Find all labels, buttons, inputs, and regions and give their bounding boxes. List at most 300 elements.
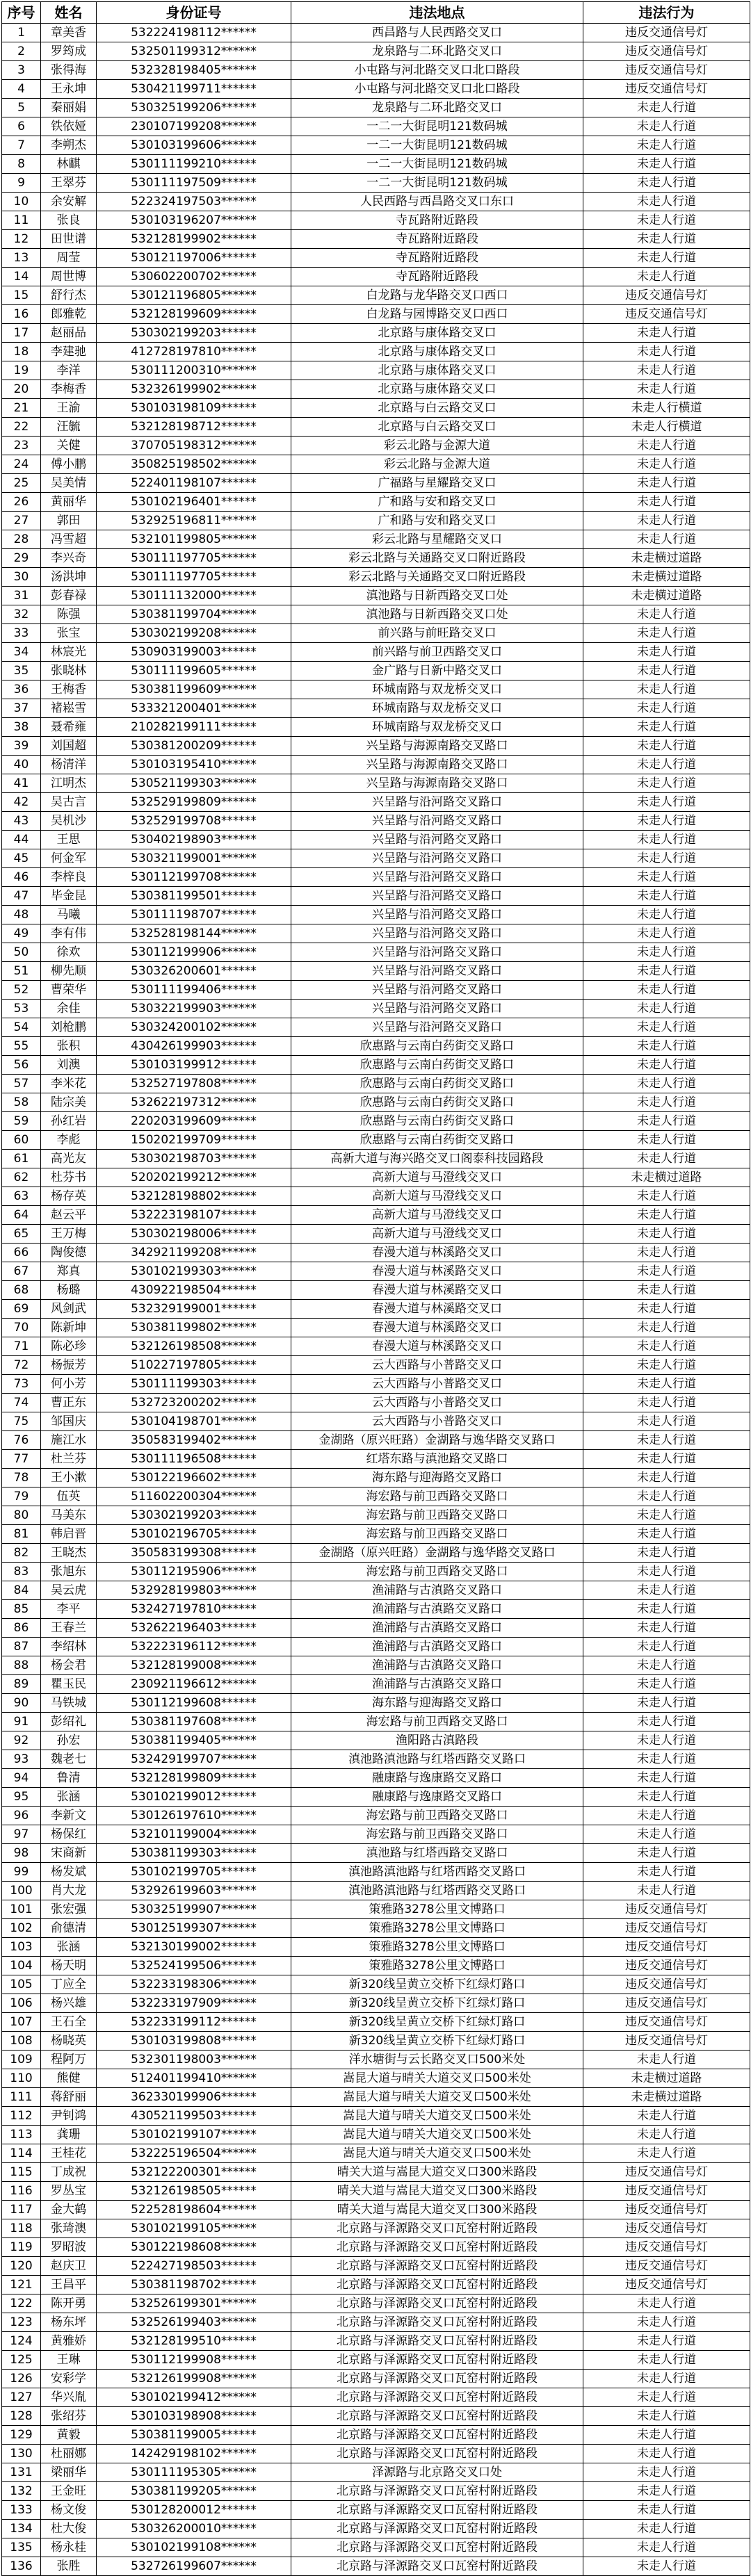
cell-location: 海宏路与前卫西路交叉路口 [291, 1525, 583, 1544]
cell-id-number: 530122196602****** [97, 1469, 291, 1487]
cell-seq: 68 [2, 1281, 41, 1300]
table-row [2, 2332, 750, 2351]
cell-seq: 23 [2, 437, 41, 455]
cell-id-number: 530324200102****** [97, 1018, 291, 1037]
table-row [2, 1694, 750, 1713]
cell-name: 宋商新 [41, 1844, 97, 1863]
cell-violation: 违反交通信号灯 [583, 1900, 750, 1919]
cell-name: 李洋 [41, 361, 97, 380]
cell-id-number: 522324197503****** [97, 193, 291, 211]
header-violation: 违法行为 [583, 2, 750, 24]
cell-location: 北京路与泽源路交叉口瓦窑村附近路段 [291, 2370, 583, 2388]
table-row [2, 2463, 750, 2482]
cell-id-number: 532529199809****** [97, 793, 291, 812]
cell-name: 李建驰 [41, 343, 97, 361]
cell-name: 冯雪超 [41, 530, 97, 549]
table-row [2, 1638, 750, 1656]
cell-id-number: 530112199908****** [97, 2351, 291, 2370]
cell-seq: 42 [2, 793, 41, 812]
cell-name: 张宏强 [41, 1900, 97, 1919]
cell-name: 陈新坤 [41, 1319, 97, 1337]
cell-name: 尹钊鸿 [41, 2107, 97, 2126]
table-row [2, 2388, 750, 2407]
cell-violation: 未走人行道 [583, 906, 750, 924]
table-row [2, 2088, 750, 2107]
cell-id-number: 530326200010****** [97, 2520, 291, 2538]
cell-id-number: 532427197810****** [97, 1600, 291, 1619]
cell-id-number: 532726199607****** [97, 2557, 291, 2576]
cell-location: 广和路与安和路交叉口 [291, 493, 583, 512]
cell-violation: 未走人行道 [583, 774, 750, 793]
cell-violation: 违反交通信号灯 [583, 2219, 750, 2238]
cell-seq: 66 [2, 1244, 41, 1262]
cell-violation: 未走人行道 [583, 1619, 750, 1638]
cell-location: 北京路与泽源路交叉口瓦窑村附近路段 [291, 2520, 583, 2538]
cell-violation: 未走人行道 [583, 887, 750, 906]
violation-table [1, 1, 750, 2576]
cell-violation: 未走人行道 [583, 1018, 750, 1037]
cell-violation: 未走人行道 [583, 1675, 750, 1694]
cell-name: 聂希雍 [41, 718, 97, 737]
cell-name: 罗丛宝 [41, 2182, 97, 2201]
cell-location: 前兴路与前旺路交叉口 [291, 624, 583, 643]
cell-location: 兴呈路与沿河路交叉路口 [291, 831, 583, 849]
cell-id-number: 430426199903****** [97, 1037, 291, 1056]
cell-name: 杜大俊 [41, 2520, 97, 2538]
cell-name: 郑真 [41, 1262, 97, 1281]
cell-name: 马曦 [41, 906, 97, 924]
cell-name: 杜丽娜 [41, 2445, 97, 2463]
cell-name: 林宸光 [41, 643, 97, 662]
cell-id-number: 532128199809****** [97, 1769, 291, 1788]
cell-id-number: 532233199112****** [97, 2013, 291, 2032]
cell-violation: 未走人行道 [583, 2445, 750, 2463]
cell-location: 前兴路与前卫西路交叉口 [291, 643, 583, 662]
cell-violation: 违反交通信号灯 [583, 2238, 750, 2257]
table-row [2, 174, 750, 193]
table-row [2, 80, 750, 99]
cell-violation: 未走人行道 [583, 1788, 750, 1807]
cell-location: 金湖路（原兴旺路）金湖路与逸华路交叉路口 [291, 1431, 583, 1450]
cell-id-number: 530102199412****** [97, 2388, 291, 2407]
cell-id-number: 530125199307****** [97, 1919, 291, 1938]
table-row [2, 230, 750, 249]
cell-violation: 未走人行道 [583, 1656, 750, 1675]
cell-seq: 26 [2, 493, 41, 512]
table-row [2, 1506, 750, 1525]
cell-seq: 98 [2, 1844, 41, 1863]
table-row [2, 737, 750, 756]
cell-seq: 6 [2, 117, 41, 136]
cell-name: 杨永桂 [41, 2538, 97, 2557]
cell-name: 罗昭波 [41, 2238, 97, 2257]
cell-location: 新320线呈黄立交桥下红绿灯路口 [291, 1975, 583, 1994]
cell-location: 滇池路与日新西路交叉口处 [291, 605, 583, 624]
table-row [2, 530, 750, 549]
cell-location: 高新大道与海兴路交叉口阁泰科技园路段 [291, 1150, 583, 1168]
cell-location: 小屯路与河北路交叉口北口路段 [291, 80, 583, 99]
cell-seq: 1 [2, 24, 41, 42]
cell-seq: 69 [2, 1300, 41, 1319]
cell-name: 陈开勇 [41, 2294, 97, 2313]
cell-location: 北京路与泽源路交叉口瓦窑村附近路段 [291, 2332, 583, 2351]
cell-name: 张宝 [41, 624, 97, 643]
cell-location: 北京路与泽源路交叉口瓦窑村附近路段 [291, 2276, 583, 2294]
cell-violation: 未走人行道 [583, 962, 750, 981]
cell-seq: 2 [2, 42, 41, 61]
cell-seq: 31 [2, 587, 41, 605]
table-row [2, 699, 750, 718]
cell-violation: 未走人行道 [583, 136, 750, 155]
cell-violation: 未走人行道 [583, 1225, 750, 1244]
table-row [2, 1075, 750, 1093]
cell-id-number: 532223196112****** [97, 1638, 291, 1656]
cell-id-number: 530402198903****** [97, 831, 291, 849]
cell-id-number: 530381199005****** [97, 2426, 291, 2445]
cell-name: 杨振芳 [41, 1356, 97, 1375]
cell-name: 杨文俊 [41, 2501, 97, 2520]
cell-id-number: 530122198608****** [97, 2238, 291, 2257]
cell-name: 李梅香 [41, 380, 97, 399]
cell-name: 孙宏 [41, 1731, 97, 1750]
cell-id-number: 530103199808****** [97, 2032, 291, 2051]
header-row [2, 2, 750, 24]
cell-location: 春漫大道与林溪路交叉口 [291, 1337, 583, 1356]
cell-violation: 未走人行道 [583, 1244, 750, 1262]
cell-id-number: 142429198102****** [97, 2445, 291, 2463]
cell-violation: 未走人行道 [583, 1581, 750, 1600]
cell-id-number: 350583199308****** [97, 1544, 291, 1563]
cell-seq: 8 [2, 155, 41, 174]
cell-seq: 121 [2, 2276, 41, 2294]
cell-name: 肖大龙 [41, 1882, 97, 1900]
cell-violation: 未走人行道 [583, 268, 750, 286]
cell-name: 张晓林 [41, 662, 97, 680]
cell-seq: 3 [2, 61, 41, 80]
cell-seq: 104 [2, 1957, 41, 1975]
cell-id-number: 530102199303****** [97, 1262, 291, 1281]
cell-violation: 违反交通信号灯 [583, 2257, 750, 2276]
table-row [2, 343, 750, 361]
cell-seq: 21 [2, 399, 41, 418]
cell-id-number: 530102196705****** [97, 1525, 291, 1544]
cell-seq: 56 [2, 1056, 41, 1075]
cell-violation: 未走人行道 [583, 737, 750, 756]
cell-seq: 36 [2, 680, 41, 699]
cell-violation: 未走人行道 [583, 2482, 750, 2501]
cell-violation: 未走人行道 [583, 1375, 750, 1394]
cell-seq: 12 [2, 230, 41, 249]
cell-name: 梁丽华 [41, 2463, 97, 2482]
cell-name: 李新文 [41, 1807, 97, 1825]
cell-name: 丁成祝 [41, 2163, 97, 2182]
cell-location: 新320线呈黄立交桥下红绿灯路口 [291, 1994, 583, 2013]
table-row [2, 1675, 750, 1694]
cell-location: 西昌路与人民西路交叉口 [291, 24, 583, 42]
cell-violation: 未走横过道路 [583, 549, 750, 568]
cell-id-number: 532233198306****** [97, 1975, 291, 1994]
cell-violation: 未走人行道 [583, 1000, 750, 1018]
cell-name: 刘国超 [41, 737, 97, 756]
table-row [2, 1000, 750, 1018]
cell-location: 北京路与泽源路交叉口瓦窑村附近路段 [291, 2445, 583, 2463]
cell-seq: 91 [2, 1713, 41, 1731]
cell-seq: 30 [2, 568, 41, 587]
cell-id-number: 530102199108****** [97, 2538, 291, 2557]
table-row [2, 1187, 750, 1206]
table-row [2, 2032, 750, 2051]
cell-seq: 83 [2, 1563, 41, 1581]
cell-id-number: 530102199107****** [97, 2126, 291, 2144]
cell-id-number: 530111195305****** [97, 2463, 291, 2482]
table-row [2, 1656, 750, 1675]
cell-location: 兴呈路与沿河路交叉路口 [291, 1018, 583, 1037]
cell-name: 伍英 [41, 1487, 97, 1506]
cell-violation: 未走人行道 [583, 1431, 750, 1450]
cell-violation: 未走人行道 [583, 1093, 750, 1112]
cell-location: 彩云北路与星耀路交叉口 [291, 530, 583, 549]
cell-seq: 57 [2, 1075, 41, 1093]
cell-violation: 未走人行道 [583, 1206, 750, 1225]
cell-location: 滇池路滇池路与红塔西路交叉路口 [291, 1863, 583, 1882]
cell-name: 马铁城 [41, 1694, 97, 1713]
cell-id-number: 532101199004****** [97, 1825, 291, 1844]
cell-violation: 未走人行道 [583, 849, 750, 868]
cell-id-number: 530381199205****** [97, 2482, 291, 2501]
cell-seq: 106 [2, 1994, 41, 2013]
cell-id-number: 530112199708****** [97, 868, 291, 887]
cell-violation: 未走人行横道 [583, 418, 750, 437]
cell-location: 融康路与逸康路交叉路口 [291, 1788, 583, 1807]
cell-seq: 93 [2, 1750, 41, 1769]
table-body [2, 24, 750, 2576]
cell-seq: 73 [2, 1375, 41, 1394]
table-row [2, 1337, 750, 1356]
cell-seq: 92 [2, 1731, 41, 1750]
cell-location: 欣惠路与云南白药街交叉路口 [291, 1075, 583, 1093]
cell-location: 兴呈路与沿河路交叉路口 [291, 924, 583, 943]
cell-id-number: 530111200310****** [97, 361, 291, 380]
cell-id-number: 530102199012****** [97, 1788, 291, 1807]
cell-violation: 未走人行道 [583, 1600, 750, 1619]
cell-name: 杨兴雄 [41, 1994, 97, 2013]
cell-seq: 35 [2, 662, 41, 680]
cell-violation: 未走人行道 [583, 2426, 750, 2445]
cell-name: 周世博 [41, 268, 97, 286]
cell-id-number: 430521199503****** [97, 2107, 291, 2126]
table-row [2, 1150, 750, 1168]
cell-id-number: 532225196504****** [97, 2144, 291, 2163]
cell-violation: 违反交通信号灯 [583, 2163, 750, 2182]
cell-name: 罗筠成 [41, 42, 97, 61]
cell-location: 渔浦路与古滇路交叉路口 [291, 1581, 583, 1600]
cell-violation: 未走人行道 [583, 1394, 750, 1412]
cell-name: 李绍林 [41, 1638, 97, 1656]
cell-violation: 未走人行道 [583, 662, 750, 680]
cell-name: 吴云虎 [41, 1581, 97, 1600]
cell-violation: 未走横过道路 [583, 1168, 750, 1187]
cell-id-number: 532128199510****** [97, 2332, 291, 2351]
cell-id-number: 532529199708****** [97, 812, 291, 831]
cell-id-number: 532328198405****** [97, 61, 291, 80]
table-row [2, 962, 750, 981]
cell-violation: 未走人行道 [583, 343, 750, 361]
cell-location: 一二一大街昆明121数码城 [291, 136, 583, 155]
table-row [2, 99, 750, 117]
cell-violation: 未走人行道 [583, 924, 750, 943]
cell-seq: 33 [2, 624, 41, 643]
table-row [2, 831, 750, 849]
cell-location: 兴呈路与沿河路交叉路口 [291, 868, 583, 887]
cell-name: 舒行杰 [41, 286, 97, 305]
table-row [2, 2163, 750, 2182]
cell-name: 杨发斌 [41, 1863, 97, 1882]
cell-seq: 44 [2, 831, 41, 849]
cell-seq: 47 [2, 887, 41, 906]
cell-name: 蒋舒丽 [41, 2088, 97, 2107]
cell-seq: 132 [2, 2482, 41, 2501]
cell-location: 春漫大道与林溪路交叉口 [291, 1319, 583, 1337]
table-row [2, 1825, 750, 1844]
header-seq: 序号 [2, 2, 41, 24]
cell-seq: 78 [2, 1469, 41, 1487]
cell-seq: 32 [2, 605, 41, 624]
table-row [2, 2051, 750, 2069]
cell-id-number: 532429199707****** [97, 1750, 291, 1769]
cell-seq: 110 [2, 2069, 41, 2088]
cell-seq: 74 [2, 1394, 41, 1412]
cell-violation: 未走人行道 [583, 2144, 750, 2163]
cell-name: 杜芬书 [41, 1168, 97, 1187]
table-row [2, 1319, 750, 1337]
cell-id-number: 530102199705****** [97, 1863, 291, 1882]
table-row [2, 1262, 750, 1281]
cell-id-number: 532126198508****** [97, 1337, 291, 1356]
table-row [2, 324, 750, 343]
cell-id-number: 522401198107****** [97, 474, 291, 493]
cell-id-number: 350583199402****** [97, 1431, 291, 1450]
cell-location: 环城南路与双龙桥交叉口 [291, 680, 583, 699]
cell-id-number: 530111198707****** [97, 906, 291, 924]
table-row [2, 662, 750, 680]
header-name: 姓名 [41, 2, 97, 24]
cell-location: 金湖路（原兴旺路）金湖路与逸华路交叉路口 [291, 1544, 583, 1563]
cell-id-number: 532926199603****** [97, 1882, 291, 1900]
cell-seq: 41 [2, 774, 41, 793]
cell-location: 北京路与泽源路交叉口瓦窑村附近路段 [291, 2351, 583, 2370]
cell-seq: 10 [2, 193, 41, 211]
cell-location: 北京路与泽源路交叉口瓦窑村附近路段 [291, 2538, 583, 2557]
cell-name: 李米花 [41, 1075, 97, 1093]
cell-location: 欣惠路与云南白药街交叉路口 [291, 1037, 583, 1056]
cell-violation: 未走人行道 [583, 1187, 750, 1206]
table-row [2, 2219, 750, 2238]
cell-location: 兴呈路与沿河路交叉路口 [291, 812, 583, 831]
cell-violation: 未走人行道 [583, 493, 750, 512]
table-row [2, 2370, 750, 2388]
cell-id-number: 210282199111****** [97, 718, 291, 737]
cell-id-number: 530121196805****** [97, 286, 291, 305]
cell-name: 彭春禄 [41, 587, 97, 605]
cell-id-number: 520202199212****** [97, 1168, 291, 1187]
cell-violation: 违反交通信号灯 [583, 2182, 750, 2201]
cell-seq: 72 [2, 1356, 41, 1375]
table-row [2, 2407, 750, 2426]
cell-violation: 违反交通信号灯 [583, 80, 750, 99]
cell-name: 王石全 [41, 2013, 97, 2032]
cell-name: 王梅香 [41, 680, 97, 699]
cell-violation: 未走人行道 [583, 2538, 750, 2557]
cell-id-number: 532233197909****** [97, 1994, 291, 2013]
cell-name: 程阿万 [41, 2051, 97, 2069]
cell-violation: 未走人行道 [583, 1300, 750, 1319]
table-row [2, 1600, 750, 1619]
cell-id-number: 530111199303****** [97, 1375, 291, 1394]
cell-seq: 27 [2, 512, 41, 530]
cell-seq: 46 [2, 868, 41, 887]
cell-name: 曹正东 [41, 1394, 97, 1412]
cell-id-number: 350825198502****** [97, 455, 291, 474]
cell-seq: 105 [2, 1975, 41, 1994]
cell-violation: 未走人行道 [583, 812, 750, 831]
cell-name: 杨晓英 [41, 2032, 97, 2051]
cell-location: 滇池路与日新西路交叉口处 [291, 587, 583, 605]
table-row [2, 1093, 750, 1112]
cell-id-number: 530381199303****** [97, 1844, 291, 1863]
cell-violation: 未走人行道 [583, 868, 750, 887]
cell-location: 欣惠路与云南白药街交叉路口 [291, 1112, 583, 1131]
cell-violation: 未走人行道 [583, 324, 750, 343]
cell-violation: 未走横过道路 [583, 2069, 750, 2088]
cell-id-number: 412728197810****** [97, 343, 291, 361]
cell-location: 金广路与日新中路交叉口 [291, 662, 583, 680]
cell-name: 李彪 [41, 1131, 97, 1150]
cell-location: 彩云北路与金源大道 [291, 437, 583, 455]
cell-name: 王万梅 [41, 1225, 97, 1244]
cell-name: 刘澳 [41, 1056, 97, 1075]
cell-name: 何小芳 [41, 1375, 97, 1394]
cell-seq: 123 [2, 2313, 41, 2332]
cell-violation: 未走人行道 [583, 1506, 750, 1525]
cell-seq: 97 [2, 1825, 41, 1844]
cell-seq: 15 [2, 286, 41, 305]
cell-location: 兴呈路与沿河路交叉路口 [291, 793, 583, 812]
cell-violation: 未走人行道 [583, 117, 750, 136]
cell-location: 北京路与泽源路交叉口瓦窑村附近路段 [291, 2313, 583, 2332]
cell-name: 王小漱 [41, 1469, 97, 1487]
cell-name: 金大鹤 [41, 2201, 97, 2219]
cell-location: 红塔东路与滇池路交叉路口 [291, 1450, 583, 1469]
cell-violation: 未走人行道 [583, 361, 750, 380]
cell-location: 北京路与泽源路交叉口瓦窑村附近路段 [291, 2257, 583, 2276]
cell-seq: 87 [2, 1638, 41, 1656]
table-row [2, 305, 750, 324]
cell-id-number: 530302199203****** [97, 1506, 291, 1525]
cell-id-number: 532925196811****** [97, 512, 291, 530]
cell-location: 环城南路与双龙桥交叉口 [291, 699, 583, 718]
cell-name: 黄丽华 [41, 493, 97, 512]
cell-location: 云大西路与小普路交叉口 [291, 1412, 583, 1431]
cell-seq: 61 [2, 1150, 41, 1168]
cell-seq: 100 [2, 1882, 41, 1900]
cell-location: 北京路与泽源路交叉口瓦窑村附近路段 [291, 2407, 583, 2426]
cell-seq: 85 [2, 1600, 41, 1619]
cell-location: 晴关大道与嵩昆大道交叉口300米路段 [291, 2182, 583, 2201]
cell-seq: 107 [2, 2013, 41, 2032]
table-row [2, 868, 750, 887]
table-row [2, 2294, 750, 2313]
cell-location: 欣惠路与云南白药街交叉路口 [291, 1056, 583, 1075]
